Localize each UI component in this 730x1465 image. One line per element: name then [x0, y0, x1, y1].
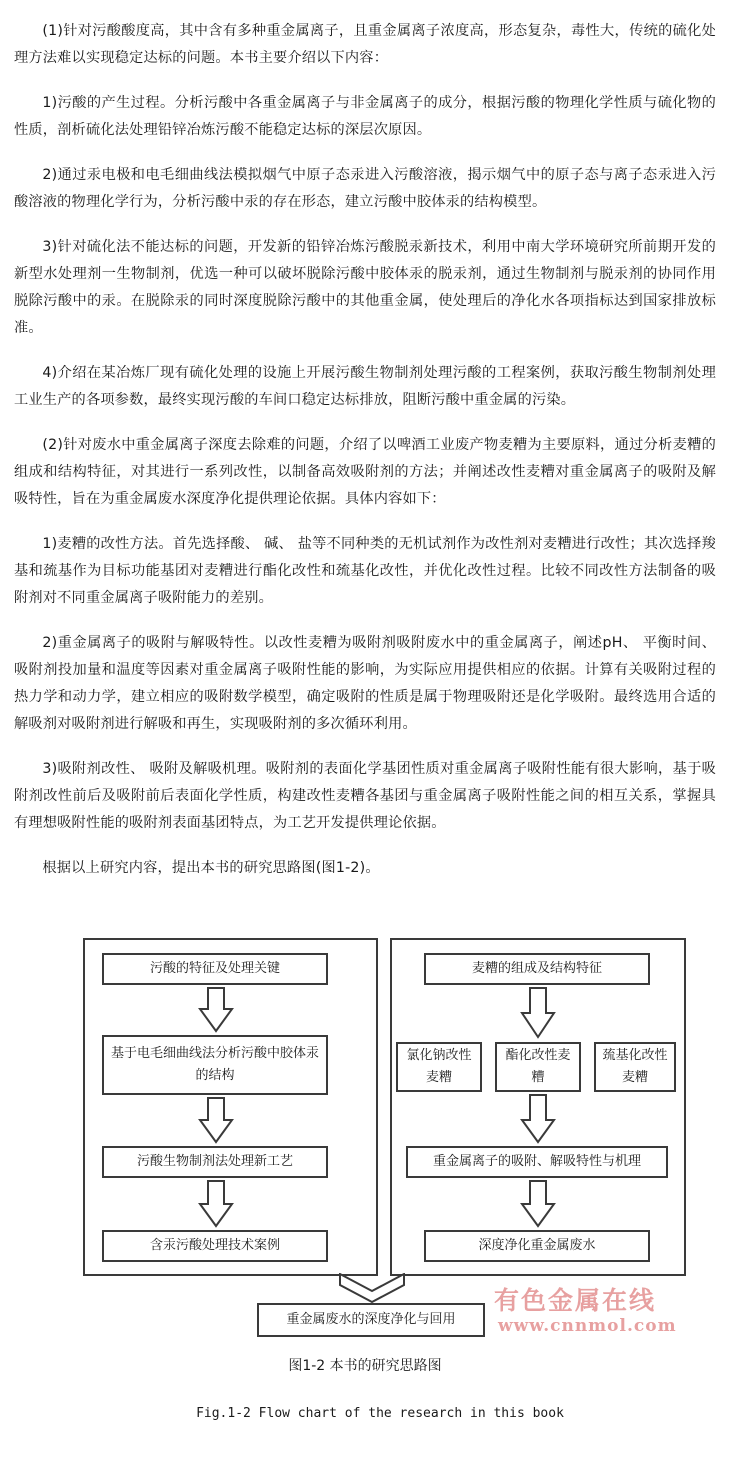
- figure-caption-en: Fig.1-2 Flow chart of the research in this book: [196, 1406, 564, 1421]
- mod-box-thiol: 巯基化改性麦糟: [594, 1042, 676, 1092]
- watermark: [494, 1286, 684, 1336]
- right-box-mid: 重金属离子的吸附、解吸特性与机理: [406, 1146, 668, 1178]
- final-box: 重金属废水的深度净化与回用: [257, 1303, 485, 1337]
- paragraph-2: 1)污酸的产生过程。分析污酸中各重金属离子与非金属离子的成分，根据污酸的物理化学性质与硫化物的性质，剖析硫化法处理铅锌冶炼污酸不能稳定达标的深层次原因。: [14, 95, 716, 138]
- paragraph-3: 2)通过汞电极和电毛细曲线法模拟烟气中原子态汞进入污酸溶液，揭示烟气中的原子态与离子态汞进入污酸溶液的物理化学行为，分析污酸中汞的存在形态，建立污酸中胶体汞的结构模型。: [14, 167, 716, 210]
- down-arrow-icon: [198, 987, 234, 1033]
- body-text: [14, 18, 716, 900]
- paragraph-4: 3)针对硫化法不能达标的问题，开发新的铅锌冶炼污酸脱汞新技术，利用中南大学环境研究所前期开发的新型水处理剂一生物制剂，优选一种可以破坏脱除污酸中胶体汞的脱汞剂，通过生物制剂与脱汞剂的协同作用脱除污酸中的汞。在脱除汞的同时深度脱除污酸中的其他重金属，使处理后的净化水各项指标达到国家排放标准。: [14, 239, 716, 336]
- paragraph-6: (2)针对废水中重金属离子深度去除难的问题，介绍了以啤酒工业废产物麦糟为主要原料，通过分析麦糟的组成和结构特征，对其进行一系列改性，以制备高效吸附剂的方法；并阐述改性麦糟对重金属离子的吸附及解吸特性，旨在为重金属废水深度净化提供理论依据。具体内容如下：: [14, 437, 716, 507]
- merge-arrow-icon: [338, 1273, 406, 1304]
- watermark-text: 有色金属在线: [494, 1286, 657, 1315]
- left-box-3: 污酸生物制剂法处理新工艺: [102, 1146, 328, 1178]
- down-arrow-icon: [198, 1180, 234, 1228]
- paragraph-9: 3)吸附剂改性、 吸附及解吸机理。吸附剂的表面化学基团性质对重金属离子吸附性能有很大影响，基于吸附剂改性前后及吸附前后表面化学性质，构建改性麦糟各基团与重金属离子吸附性能之间的相互关系，掌握具有理想吸附性能的吸附剂表面基团特点，为工艺开发提供理论依据。: [14, 761, 716, 831]
- down-arrow-icon: [520, 1180, 556, 1228]
- left-box-2: 基于电毛细曲线法分析污酸中胶体汞的结构: [102, 1035, 328, 1095]
- left-box-4: 含汞污酸处理技术案例: [102, 1230, 328, 1262]
- mod-box-ester: 酯化改性麦糟: [495, 1042, 581, 1092]
- right-box-bottom: 深度净化重金属废水: [424, 1230, 650, 1262]
- paragraph-7: 1)麦糟的改性方法。首先选择酸、 碱、 盐等不同种类的无机试剂作为改性剂对麦糟进行改性；其次选择羧基和巯基作为目标功能基团对麦糟进行酯化改性和巯基化改性，并优化改性过程。比较不同改性方法制备的吸附剂对不同重金属离子吸附能力的差别。: [14, 536, 716, 606]
- figure-caption-cn: 图1-2 本书的研究思路图: [288, 1358, 442, 1374]
- down-arrow-icon: [520, 987, 556, 1039]
- paragraph-5: 4)介绍在某冶炼厂现有硫化处理的设施上开展污酸生物制剂处理污酸的工程案例，获取污酸生物制剂处理工业生产的各项参数，最终实现污酸的车间口稳定达标排放，阻断污酸中重金属的污染。: [14, 365, 716, 408]
- paragraph-8: 2)重金属离子的吸附与解吸特性。以改性麦糟为吸附剂吸附废水中的重金属离子，阐述pH、 平衡时间、 吸附剂投加量和温度等因素对重金属离子吸附性能的影响，为实际应用提供相应的依据。计算有关吸附过程的热力学和动力学，建立相应的吸附数学模型，确定吸附的性质是属于物理吸附还是化学吸附。最终选用合适的解吸剂对吸附剂进行解吸和再生，实现吸附剂的多次循环利用。: [14, 635, 716, 732]
- paragraph-1: (1)针对污酸酸度高，其中含有多种重金属离子，且重金属离子浓度高，形态复杂，毒性大，传统的硫化处理方法难以实现稳定达标的问题。本书主要介绍以下内容：: [14, 23, 716, 66]
- right-box-top: 麦糟的组成及结构特征: [424, 953, 650, 985]
- mod-box-nacl: 氯化钠改性麦糟: [396, 1042, 482, 1092]
- down-arrow-icon: [520, 1094, 556, 1144]
- down-arrow-icon: [198, 1097, 234, 1144]
- left-box-1: 污酸的特征及处理关键: [102, 953, 328, 985]
- watermark-url: www.cnnmol.com: [498, 1316, 677, 1336]
- paragraph-10: 根据以上研究内容，提出本书的研究思路图(图1-2)。: [42, 860, 380, 876]
